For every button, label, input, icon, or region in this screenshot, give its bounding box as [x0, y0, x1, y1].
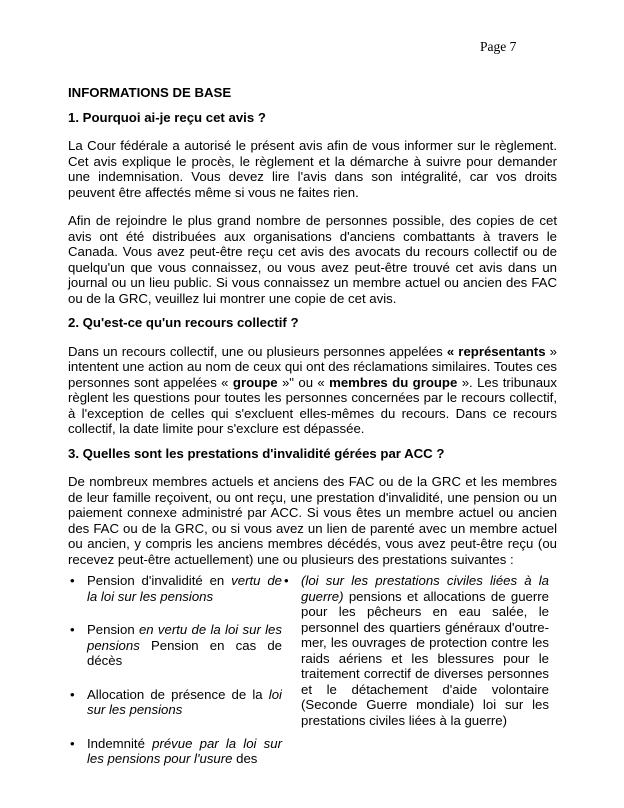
- paragraph-1-2: Afin de rejoindre le plus grand nombre de personnes possible, des copies de cet avis ont été distribuées aux organisations d'anciens combattants à travers le Canada. Vous avez peut-être reçu cet avis des avocats du recours collectif ou de quelqu'un que vous connaissez, ou vous avez peut-être trouvé cet avis dans un journal ou un lieu public. Si vous connaissez un membre actuel ou ancien des FAC ou de la GRC, veuillez lui montrer une copie de cet avis.: [68, 213, 557, 306]
- text-run: vertu de la loi sur les pensions: [87, 573, 283, 604]
- text-run: prévue par la loi sur les pensions pour l'usure: [87, 735, 282, 766]
- question-3-heading: 3. Quelles sont les prestations d'invalidité gérées par ACC ?: [68, 445, 445, 461]
- text-run: Indemnité: [87, 735, 153, 751]
- list-item: [68, 573, 282, 604]
- question-1-heading: 1. Pourquoi ai-je reçu cet avis ?: [68, 109, 266, 125]
- benefits-list-right-column: [282, 573, 549, 767]
- paragraph-1-1: La Cour fédérale a autorisé le présent avis afin de vous informer sur le règlement. Cet avis explique le procès, le règlement et la démarche à suivre pour demander une indemnisation. Vous devez lire l'avis dans son intégralité, car vos droits peuvent être affectés même si vous ne faites rien.: [68, 138, 557, 200]
- text-run: Pension d'invalidité en: [87, 573, 232, 588]
- text-run: (loi sur les prestations civiles liées à la guerre): [301, 573, 549, 604]
- text-run: Dans un recours collectif, une ou plusieurs personnes appelées: [68, 343, 447, 359]
- question-2-heading: 2. Qu'est-ce qu'un recours collectif ?: [68, 315, 299, 330]
- text-run: » intentent une action au nom de ceux qui ont des réclamations similaires. Toutes ces personnes sont appelées «: [68, 343, 557, 390]
- text-run: « représentants: [446, 343, 546, 359]
- list-item: [68, 687, 282, 718]
- page-number: Page 7: [480, 39, 517, 54]
- text-run: des: [232, 751, 258, 766]
- list-item: [68, 622, 282, 669]
- text-run: Pension en cas de décès: [87, 637, 282, 668]
- list-item: [282, 573, 549, 728]
- text-run: pensions et allocations de guerre pour les pêcheurs en eau salée, le personnel des quartiers généraux d'outre-mer, les ouvrages de protection contre les raids aériens et les blessures pour le traitement correctif de diverses personnes et le détachement d'aide volontaire (Seconde Guerre mondiale) loi sur les prestations civiles liées à la guerre): [301, 588, 549, 728]
- paragraph-2-1: [68, 344, 557, 437]
- document-content: [68, 85, 557, 767]
- benefits-list-left-column: [68, 573, 282, 767]
- text-run: membres du groupe: [329, 374, 458, 390]
- text-run: en vertu de la loi sur les pensions: [87, 622, 282, 653]
- text-run: groupe: [232, 374, 278, 390]
- paragraph-3-1: De nombreux membres actuels et anciens des FAC ou de la GRC et les membres de leur famille reçoivent, ou ont reçu, une prestation d'invalidité, une pension ou un paiement connexe administré par ACC. Si vous êtes un membre actuel ou ancien des FAC ou de la GRC, ou si vous avez un lien de parenté avec un membre actuel ou ancien, y compris les anciens membres décédés, vous avez peut-être reçu (ou recevez peut-être actuellement) une ou plusieurs des prestations suivantes :: [68, 474, 557, 567]
- text-run: ». Les tribunaux règlent les questions pour toutes les personnes concernées par le recours collectif, à l'exception de celles qui s'excluent elles-mêmes du recours. Dans ce recours collectif, la date limite pour s'exclure est dépassée.: [68, 374, 557, 436]
- document-title: INFORMATIONS DE BASE: [68, 85, 232, 100]
- text-run: Allocation de présence de la: [87, 686, 269, 702]
- benefits-two-column-list: [68, 573, 557, 767]
- text-run: Pension: [87, 622, 139, 637]
- list-item: [68, 736, 282, 767]
- text-run: »" ou «: [277, 374, 330, 390]
- text-run: loi sur les pensions: [87, 686, 282, 717]
